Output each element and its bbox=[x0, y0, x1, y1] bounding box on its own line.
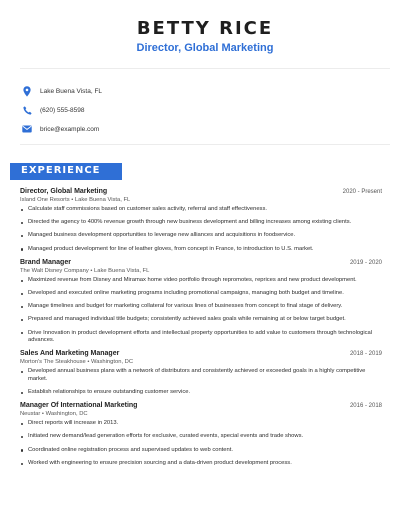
list-item: Maximized revenue from Disney and Miramax home video portfolio through repromotes, reprices and new product development. bbox=[20, 277, 382, 285]
envelope-icon bbox=[22, 123, 32, 135]
list-item: Managed business development opportunities to leverage new alliances and acquisitions in foodservice. bbox=[20, 232, 382, 240]
job-company: Island One Resorts bbox=[20, 197, 70, 203]
list-item: Manage timelines and budget for marketing collateral for various lines of businesses from concept to final stage of delivery. bbox=[20, 303, 382, 311]
email-text[interactable]: brice@example.com bbox=[40, 125, 100, 133]
job-bullets bbox=[20, 420, 382, 467]
contact-list bbox=[22, 82, 382, 139]
job-entry bbox=[20, 402, 382, 467]
list-item: Managed product development for line of leather gloves, from concept in France, to introduction to U.S. market. bbox=[20, 246, 382, 254]
list-item: Calculate staff commissions based on customer sales activity, referral and staff effectiveness. bbox=[20, 206, 382, 214]
job-company-line: Neustar • Washington, DC bbox=[20, 411, 88, 418]
resume-header bbox=[0, 18, 410, 54]
job-entry bbox=[20, 350, 382, 396]
list-item: Developed annual business plans with a network of distributors and consistently achieved or exceeded goals in a highly competitive market. bbox=[20, 368, 382, 383]
job-dates: 2020 - Present bbox=[342, 189, 382, 195]
list-item: Drive Innovation in product development efforts and intellectual property opportunities to add value to customers through technological advances. bbox=[20, 330, 382, 345]
contact-divider bbox=[20, 144, 390, 145]
job-bullets bbox=[20, 277, 382, 345]
job-location: Lake Buena Vista, FL bbox=[94, 267, 150, 274]
candidate-name: BETTY RICE bbox=[136, 18, 274, 39]
job-bullets bbox=[20, 206, 382, 253]
experience-list bbox=[20, 188, 382, 473]
job-company-line: Morton's The Steakhouse • Washington, DC bbox=[20, 359, 134, 366]
job-bullets bbox=[20, 368, 382, 396]
list-item: Establish relationships to ensure outstanding customer service. bbox=[20, 389, 382, 397]
job-entry bbox=[20, 259, 382, 345]
job-location: Washington, DC bbox=[45, 411, 88, 418]
phone-icon bbox=[22, 104, 32, 116]
phone-text: (620) 555-8598 bbox=[40, 106, 85, 114]
job-dates: 2016 - 2018 bbox=[349, 403, 382, 410]
job-dates: 2019 - 2020 bbox=[349, 259, 382, 266]
job-title: Brand Manager bbox=[20, 258, 71, 266]
job-company-line: Island One Resorts • Lake Buena Vista, FL bbox=[20, 197, 131, 203]
contact-location bbox=[22, 82, 382, 100]
job-company: The Walt Disney Company bbox=[20, 267, 89, 274]
job-location: Lake Buena Vista, FL bbox=[74, 197, 131, 203]
list-item: Developed and executed online marketing programs including promotional campaigns, managing both budget and timeline. bbox=[20, 290, 382, 298]
header-divider bbox=[20, 68, 390, 69]
location-text: Lake Buena Vista, FL bbox=[40, 87, 103, 95]
job-title: Sales And Marketing Manager bbox=[20, 350, 120, 358]
job-title: Manager Of International Marketing bbox=[20, 402, 138, 410]
candidate-title: Director, Global Marketing bbox=[136, 42, 274, 54]
job-company: Morton's The Steakhouse bbox=[20, 359, 86, 366]
list-item: Direct reports will increase in 2013. bbox=[20, 420, 382, 428]
map-pin-icon bbox=[22, 85, 32, 97]
list-item: Coordinated online registration process and supervised updates to web content. bbox=[20, 447, 382, 455]
job-company-line: The Walt Disney Company • Lake Buena Vista, FL bbox=[20, 267, 150, 274]
job-title: Director, Global Marketing bbox=[20, 188, 108, 195]
job-entry bbox=[20, 188, 382, 253]
contact-email[interactable] bbox=[22, 120, 382, 138]
job-location: Washington, DC bbox=[91, 359, 134, 366]
list-item: Prepared and managed individual title budgets; consistently achieved sales goals while remaining at or below target budget. bbox=[20, 316, 382, 324]
list-item: Worked with engineering to ensure precision sourcing and a data-driven product development process. bbox=[20, 460, 382, 468]
job-company: Neustar bbox=[20, 411, 41, 418]
section-heading-experience: EXPERIENCE bbox=[10, 163, 122, 180]
job-dates: 2018 - 2019 bbox=[349, 351, 382, 358]
contact-phone bbox=[22, 101, 382, 119]
list-item: Initiated new demand/lead generation efforts for exclusive, curated events, special events and trade shows. bbox=[20, 433, 382, 441]
list-item: Directed the agency to 400% revenue growth through new business development and billing increases among existing clients. bbox=[20, 219, 382, 227]
